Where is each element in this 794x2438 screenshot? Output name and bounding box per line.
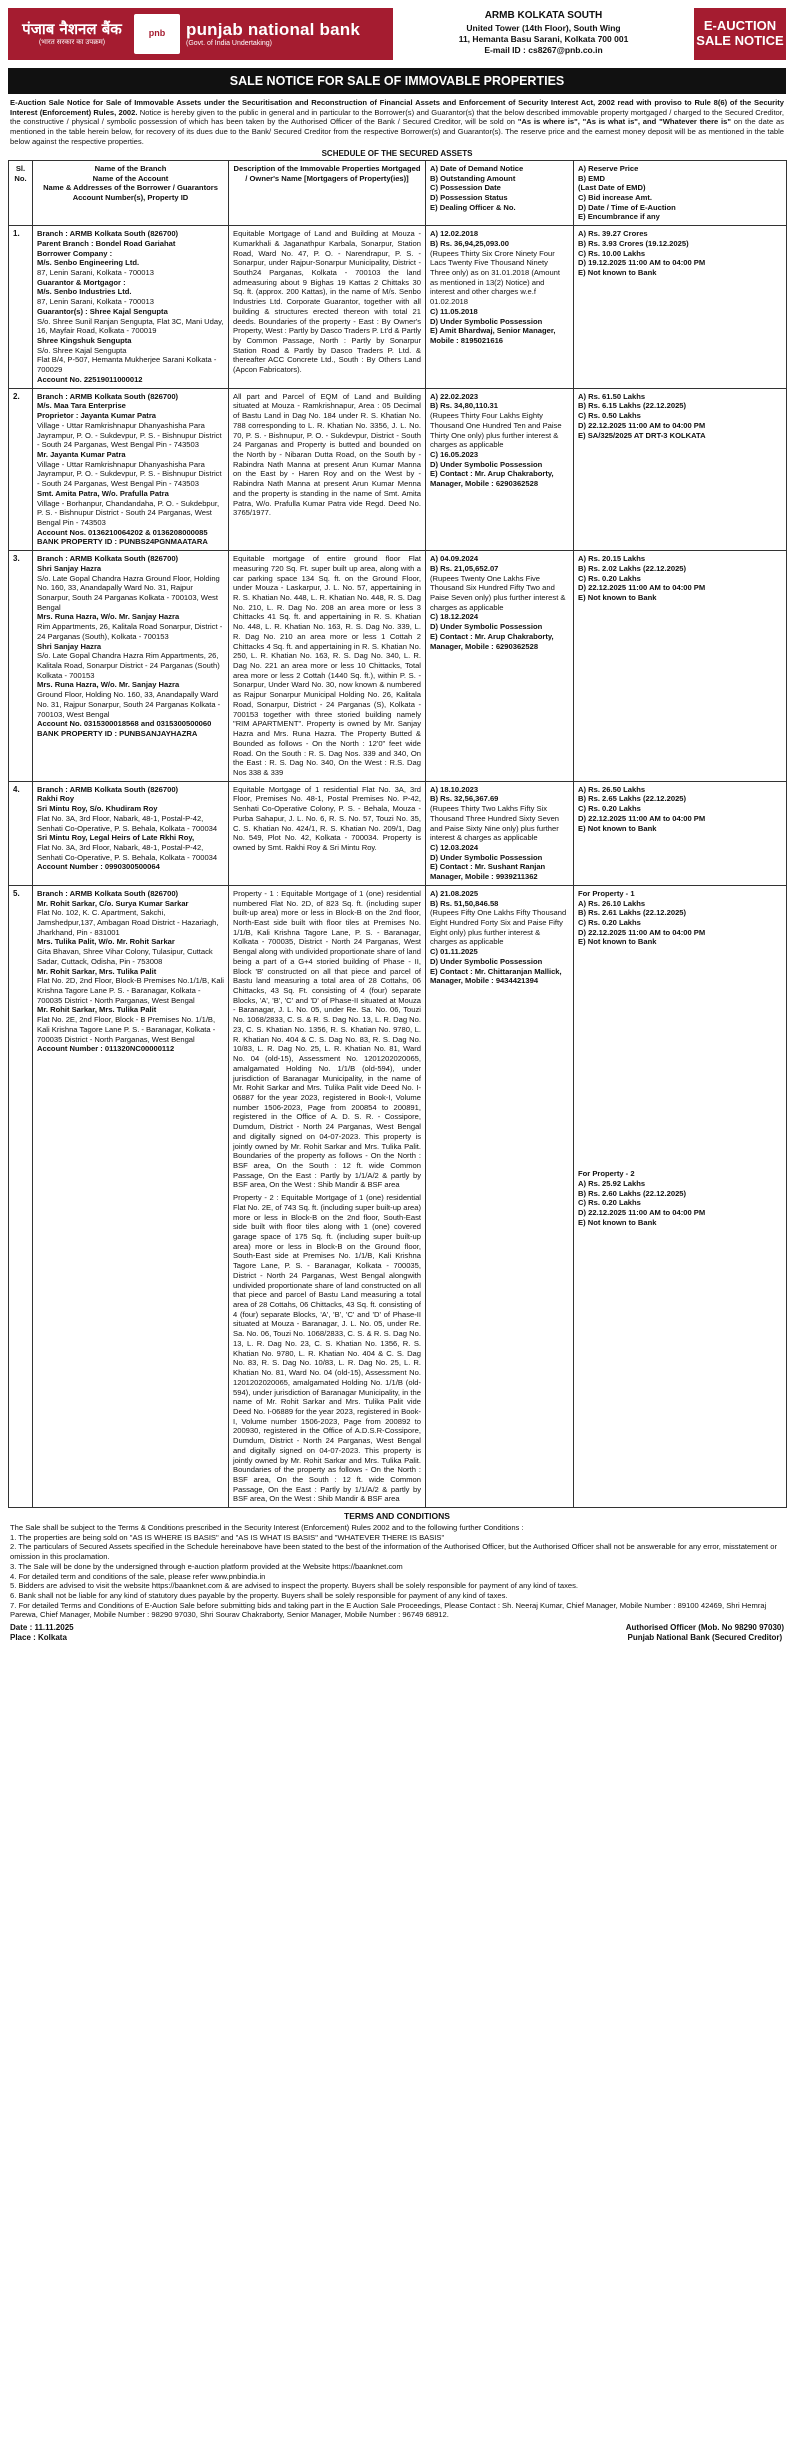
intro-body: Notice is hereby given to the public in general and in particular to the Borrower(s) and Guarantor(s) that the below described immovable property mortgaged / charged to the Secured Creditor, the constructive / physical / symbolic possession of which has been taken by the Authorised Officer of the Bank / Secured Creditor, will be sold on <box>10 107 784 127</box>
cell-line: B) Rs. 51,50,846.58 <box>430 898 499 908</box>
cell-line: D) Under Symbolic Possession <box>430 956 543 966</box>
schedule-title: SCHEDULE OF THE SECURED ASSETS <box>321 148 473 158</box>
cell-line: D) Under Symbolic Possession <box>430 459 543 469</box>
cell-line: (Rupees Thirty Four Lakhs Eighty Thousand One Hundred Ten and Paise Thirty One only) plus further interest & charges as applicable <box>430 411 562 450</box>
brand-english-block <box>186 19 385 50</box>
cell-line: E) Contact : Mr. Chittaranjan Mallick, Manager, Mobile : 9434421394 <box>430 966 562 986</box>
cell-line: Shri Sanjay Hazra <box>37 641 102 651</box>
cell-line: A) 04.09.2024 <box>430 554 479 564</box>
cell-line: Proprietor : Jayanta Kumar Patra <box>37 411 157 421</box>
bank-brand-banner <box>8 8 393 60</box>
header-line: B) Outstanding Amount <box>430 173 516 183</box>
cell-line: D) Under Symbolic Possession <box>430 316 543 326</box>
intro-tail: on the date as mentioned in the table herein below, for recovery of its dues due to the Bank/ Secured Creditor from the respective Borrower(s) and Guarantor(s). The reserve price and the earnest money deposit will be as mentioned in the table below against the respective properties. <box>10 117 784 146</box>
cell-line: Ground Floor, Holding No. 160, 33, Anandapally Ward No. 31, Rajpur Sonarpur, South 24 Parganas Kolkata - 700103, West Bengal <box>37 690 221 719</box>
row-auction-cell <box>574 885 787 1507</box>
cell-line: B) Rs. 21,05,652.07 <box>430 563 499 573</box>
terms-section <box>8 1511 786 1620</box>
cell-line: Borrower Company : <box>37 248 113 258</box>
header-line: A) Date of Demand Notice <box>430 163 524 173</box>
cell-line: C) Rs. 10.00 Lakhs <box>578 248 646 258</box>
brand-hindi-sub: (भारत सरकार का उपक्रम) <box>38 39 106 47</box>
row-sl: 1. <box>9 226 33 389</box>
cell-line: E) Contact : Mr. Sushant Ranjan Manager, Mobile : 9939211362 <box>430 862 546 882</box>
cell-line: (Rupees Thirty Six Crore Ninety Four Lacs Twenty Five Thousand Ninety Three only) as on 31.01.2018 (Amount as mentioned in 13(2) Notice) and interest and other charges w.e.f 01.02.2018 <box>430 248 561 307</box>
footer-right <box>626 1623 784 1643</box>
row-sl: 3. <box>9 551 33 782</box>
cell-line: Mr. Rohit Sarkar, Mrs. Tulika Palit <box>37 966 157 976</box>
row-sl: 2. <box>9 388 33 551</box>
cell-line: Account Number : 011320NC00000112 <box>37 1044 175 1054</box>
branch-address <box>393 8 694 60</box>
cell-line: Sri Mintu Roy, Legal Heirs of Late Rkhi Roy, <box>37 833 195 843</box>
cell-line: Flat No. 2E, 2nd Floor, Block - B Premises No. 1/1/B, Kali Krishna Tagore Lane P. S. - Baranagar, Kolkata - 700035 District - North Parganas, West Bengal <box>37 1015 216 1044</box>
cell-line: D) Under Symbolic Possession <box>430 852 543 862</box>
row-demand-cell <box>426 885 574 1507</box>
notice-title: SALE NOTICE FOR SALE OF IMMOVABLE PROPERTIES <box>8 68 786 94</box>
cell-line: A) Rs. 20.15 Lakhs <box>578 554 646 564</box>
cell-line: C) Rs. 0.50 Lakhs <box>578 411 641 421</box>
table-body <box>9 226 787 1508</box>
cell-line: Rakhi Roy <box>37 794 75 804</box>
footer <box>8 1623 786 1643</box>
cell-line: E) Not known to Bank <box>578 268 657 278</box>
row-auction-cell <box>574 551 787 782</box>
terms-item: 1. The properties are being sold on "AS IS WHERE IS BASIS" and "AS IS WHAT IS BASIS" and "WHATEVER THERE IS BASIS" <box>10 1532 445 1542</box>
property-1-heading: For Property - 1 <box>578 888 635 898</box>
header-line: Account Number(s), Property ID <box>72 192 189 202</box>
row-branch-cell <box>33 388 229 551</box>
cell-line: B) Rs. 32,56,367.69 <box>430 794 499 804</box>
cell-line: Branch : ARMB Kolkata South (826700) <box>37 229 179 239</box>
terms-item: 6. Bank shall not be liable for any kind of statutory dues payable by the property. Buyers shall be solely responsible for payment of any kind of taxes. <box>10 1591 508 1601</box>
cell-line: Guarantor & Mortgagor : <box>37 277 126 287</box>
col-header-auction <box>574 160 787 225</box>
cell-line: 87, Lenin Sarani, Kolkata - 700013 <box>37 297 154 307</box>
cell-line: A) Rs. 61.50 Lakhs <box>578 391 646 401</box>
cell-line: Flat No. 3A, 3rd Floor, Nabark, 48-1, Postal-P-42, Senhati Co-Operative, P. S. Behala, Kolkata - 700034 <box>37 842 218 862</box>
cell-line: E) Amit Bhardwaj, Senior Manager, Mobile : 8195021616 <box>430 326 556 346</box>
address-line-2: 11, Hemanta Basu Sarani, Kolkata 700 001 <box>458 33 629 44</box>
cell-line: A) 12.02.2018 <box>430 229 479 239</box>
cell-line: Smt. Amita Patra, W/o. Prafulla Patra <box>37 488 169 498</box>
cell-line: D) 22.12.2025 11:00 AM to 04:00 PM <box>578 1208 706 1218</box>
cell-line: Shree Kingshuk Sengupta <box>37 336 132 346</box>
cell-line: A) 21.08.2025 <box>430 888 479 898</box>
cell-line: B) Rs. 2.61 Lakhs (22.12.2025) <box>578 908 687 918</box>
row-description-cell: Equitable Mortgage of Land and Building at Mouza - Kumarkhali & Jaganathpur Karbala, Sonarpur, Station Road, Ward No. 47, P. O. - Narendrapur, P. S. - Sonarpur, under Rajpur-Sonarpur Municipality, District - South24 Parganas, Kolkata - 700103 the land admeasuring about 9 Bighas 19 Kattas 2 Chittaks 30 Sq. ft. (approx. 200 Kattas), in the name of M/s. Senbo Industries Ltd. Corporate Guarantor, together with all building & structures erected thereon with total 21 deeds. Boundaries of the property - East : By Owner's Property, West : Partly by Dasco Traders P. Lt'd & Partly by Common Passage, North : Partly by Sonarpur Station Road & Partly by Dasco Traders P. Ltd. & thereafter ACC Concrete Ltd., South : By Others Land (Apcon Fabricators). <box>229 226 426 389</box>
cell-line: Mr. Jayanta Kumar Patra <box>37 449 126 459</box>
cell-line: B) Rs. 2.60 Lakhs (22.12.2025) <box>578 1188 687 1198</box>
row-branch-cell <box>33 226 229 389</box>
cell-line: Branch : ARMB Kolkata South (826700) <box>37 888 179 898</box>
cell-line: S/o. Late Gopal Chandra Hazra Ground Floor, Holding No. 160, 33, Anandapally Ward No. 31, Rajpur Sonarpur, South 24 Parganas Kolkata - 700103, West Bengal <box>37 573 220 612</box>
cell-line: (Rupees Fifty One Lakhs Fifty Thousand Eight Hundred Forty Six and Paise Fifty Eight only) plus further interest & charges as applicable <box>430 908 567 947</box>
cell-line: B) Rs. 2.65 Lakhs (22.12.2025) <box>578 794 687 804</box>
header-line: C) Possession Date <box>430 183 501 193</box>
cell-line: A) Rs. 26.50 Lakhs <box>578 784 646 794</box>
table-row <box>9 226 787 389</box>
row-auction-cell <box>574 388 787 551</box>
cell-line: Account No. 22519011000012 <box>37 374 143 384</box>
header-line: D) Date / Time of E-Auction <box>578 202 676 212</box>
cell-line: Mrs. Runa Hazra, W/o. Mr. Sanjay Hazra <box>37 612 180 622</box>
header-line: C) Bid increase Amt. <box>578 192 652 202</box>
cell-line: C) 01.11.2025 <box>430 947 478 957</box>
terms-item: 3. The Sale will be done by the undersigned through e-auction platform provided at the Website https://baanknet.com <box>10 1561 403 1571</box>
cell-line: Village - Uttar Ramkrishnapur Dhanyashisha Para Jayrampur, P. O. - Sukdevpur, P. S. - Bishnupur District - South 24 Parganas, West Bengal Pin - 743503 <box>37 420 222 450</box>
cell-line: Flat No. 2D, 2nd Floor, Block-B Premises No.1/1/B, Kali Krishna Tagore Lane P. S. - Baranagar, Kolkata - 700035 District - North Parganas, West Bengal <box>37 976 224 1005</box>
header <box>8 8 786 60</box>
eauction-badge-line-2: SALE NOTICE <box>696 33 784 48</box>
header-line: E) Encumbrance if any <box>578 212 660 222</box>
cell-line: (Rupees Thirty Two Lakhs Fifty Six Thousand Three Hundred Sixty Seven and Paise Sixty Nine only) plus further interest & charges as applicable <box>430 804 560 843</box>
header-line: Name of the Account <box>92 173 169 183</box>
cell-line: S/o. Shree Kajal Sengupta <box>37 345 127 355</box>
terms-title: TERMS AND CONDITIONS <box>344 1511 450 1522</box>
row-demand-cell <box>426 781 574 885</box>
brand-hindi-name: पंजाब नैशनल बैंक <box>22 19 122 38</box>
header-line: E) Dealing Officer & No. <box>430 202 516 212</box>
eauction-badge <box>694 8 786 60</box>
row-description-cell <box>229 885 426 1507</box>
cell-line: Mrs. Tulika Palit, W/o. Mr. Rohit Sarkar <box>37 937 175 947</box>
terms-item: 4. For detailed term and conditions of the sale, please refer www.pnbindia.in <box>10 1571 266 1581</box>
cell-line: A) Rs. 26.10 Lakhs <box>578 898 646 908</box>
cell-line: D) Under Symbolic Possession <box>430 622 543 632</box>
cell-line: B) Rs. 2.02 Lakhs (22.12.2025) <box>578 563 687 573</box>
authorised-officer: Authorised Officer (Mob. No 98290 97030) <box>625 1623 784 1633</box>
property-2-description: Property - 2 : Equitable Mortgage of 1 (one) residential Flat No. 2E, of 743 Sq. ft. (including super built-up area) more or less in Block-B on the 2nd floor, South-East side built with floor tiles along with 1 (one) covered garage space of 175 Sq. ft. (including super built-up area) more or less in Block-B on the Ground floor, South-East side at Premises No. 1/1/B, Kali Krishna Tagore Lane, P. S. - Baranagar, Kolkata - 700035, District - North 24 Parganas, West Bengal alongwith undivided proportionate share of land constructed on all that piece and parcel of Bastu Land measuring a total area of 28 Cottahs, 06 Chittacks, 43 Sq. ft. consisting of 4 (four) separate Blocks, 'A', 'B', 'C' and 'D' of Phase-II situated at Mouza - Baranagar, J. L. No. 05, under Re. Sa. No. 06, Touzi No. 1068/2833, C. S. & R. S. Dag No. 13, L. R. Dag No. 23, C. S. Khatian No. 1356, R. S. Khatian No. 9780, L. R. Khatian No. 404 & C. S. Dag No. 83, R. S. Dag No. 10/83, L. R. Dag No. 25, L. R. Khatian No. 81, Ward No. 04 (old-15), Assessment No. 1201202020065, amalgamated Holding No. 1/1/B (old-594), under jurisdiction of Baranagar Municipality, in the name of Mr. Rohit Sarkar and Mrs. Tulika Palit vide Deed No. I-06889 for the year 2023, registered in Book-I, Volume number 1506-2023, Page from 200892 to 200930, registered in the Office of A.D.S.R-Cossipore, Dumdum, District - North 24 Parganas, West Bengal and digitally signed on 04-07-2023. This property is jointly owned by Mr. Rohit Sarkar and Mrs. Tulika Palit. Boundaries of the property as follows - On the North : BSF area, On the South : 12 ft. wide Common Passage, On the East : Partly by 1/1/A/2 & partly by BSF area, On the West : Shib Mandir & BSF area <box>233 1193 421 1504</box>
cell-line: E) SA/325/2025 AT DRT-3 KOLKATA <box>578 430 706 440</box>
table-row <box>9 388 787 551</box>
row-branch-cell <box>33 781 229 885</box>
cell-line: C) Rs. 0.20 Lakhs <box>578 918 641 928</box>
cell-line: Account Nos. 0136210064202 & 0136208000085 <box>37 527 208 537</box>
cell-line: Shri Sanjay Hazra <box>37 563 102 573</box>
cell-line: M/s. Maa Tara Enterprise <box>37 401 126 411</box>
pnb-logo-icon <box>134 14 180 54</box>
cell-line: 87, Lenin Sarani, Kolkata - 700013 <box>37 268 154 278</box>
notice-place: Place : Kolkata <box>10 1633 67 1643</box>
header-line: Name & Addresses of the Borrower / Guarantors <box>43 183 218 193</box>
table-row <box>9 551 787 782</box>
row-description-cell: Equitable mortgage of entire ground floor Flat measuring 720 Sq. Ft. super built up area, along with a car parking space 134 Sq. ft. on the Ground Floor, under Mouza - Laskarpur, J. L. No. 57, appertaining in R. S. Khatian No. 448, L. R. Khatian No. 448, R. S. Dag No. 210, L. R. Dag No. 208 an area more or less 3 Chittacks 41 Sq. ft. and appertaining in R. S. Khatian No. 448, L. R. Khatian No. 163, R. S. Dag No. 339, L. R. Dag No. 210 an area more or less 1 Cottah 2 Chittacks 4 Sq. ft. and appertaining in R. S. Khatian No. 250, L. R. Khatian No. 163, R. S. Dag No. 340, L. R. Dag No. 221 an area more or less 10 Chittacks, Total area more or less 2 Cottah (1440 Sq. ft.), within P. S. - Sonarpur, Under Ward No. 30, now known & numbered as Rajpur Sonarpur Municipal Holding No. 26, Kalitala Road, Sonarpur, District - 24 Parganas (S), Kolkata - 700153 together with three storied building namely "RIM APARTMENT". Property is owned by Mr. Sanjay Hazra and Mrs. Runa Hazra. The Property Butted & Bounded as follows - On the North : 12'0" feet wide Road. On the South : R. S. Dag Nos. 339 and 340, On the East : R. S. Dag No. 340, On the West : R.S. Dag Nos 338 & 339 <box>229 551 426 782</box>
cell-line: Mr. Rohit Sarkar, C/o. Surya Kumar Sarkar <box>37 898 189 908</box>
header-line: A) Reserve Price <box>578 163 639 173</box>
cell-line: BANK PROPERTY ID : PUNBSANJAYHAZRA <box>37 729 198 739</box>
cell-line: Village - Uttar Ramkrishnapur Dhanyashisha Para Jayrampur, P. O. - Sukdevpur, P. S. - Bishnupur District - South 24 Parganas, West Bengal Pin - 743503 <box>37 459 222 489</box>
cell-line: E) Contact : Mr. Arup Chakraborty, Manager, Mobile : 6290362528 <box>430 469 554 489</box>
row-branch-cell <box>33 885 229 1507</box>
cell-line: E) Not known to Bank <box>578 1217 657 1227</box>
header-line: Name of the Branch <box>94 163 167 173</box>
row-auction-cell <box>574 226 787 389</box>
cell-line: Mr. Rohit Sarkar, Mrs. Tulika Palit <box>37 1005 157 1015</box>
col-header-demand <box>426 160 574 225</box>
col-header-sl: Sl. No. <box>9 160 33 225</box>
cell-line: Sri Mintu Roy, S/o. Khudiram Roy <box>37 804 158 814</box>
brand-hindi-block <box>16 20 128 48</box>
cell-line: A) 22.02.2023 <box>430 391 479 401</box>
terms-item: 2. The particulars of Secured Assets specified in the Schedule hereinabove have been stated to the best of the information of the Authorised Officer, but the Authorised Officer shall not be answerable for any error, misstatement or omission in this proclamation. <box>10 1542 777 1562</box>
cell-line: D) 19.12.2025 11:00 AM to 04:00 PM <box>578 258 706 268</box>
row-sl: 5. <box>9 885 33 1507</box>
cell-line: A) 18.10.2023 <box>430 784 479 794</box>
row-description-cell: All part and Parcel of EQM of Land and Building situated at Mouza - Ramkrishnapur, Area : 05 Decimal of Bastu Land in Dag No. 184 under R. S. Khatian No. 788 corresponding to L. R. Khatian No. 3356, J. L. No. 70, P. S. - Bishnupur, P. O. - Sukdevpur, District - South 24 Parganas and Property is butted and bounded on the North by - Nibaran Dutta Road, on the South by - Rabindra Nath Manna at present Arun Kumar Manna on the East by - Haren Roy and on the West by - Rabindra Nath Manna at present Arun Kumar Menna and the property is standing in the name of Smt. Amita Patra, W/o. Prafulla Kumar Patra vide Regd. Deed No. 3765/1977. <box>229 388 426 551</box>
cell-line: D) 22.12.2025 11:00 AM to 04:00 PM <box>578 420 706 430</box>
cell-line: C) 16.05.2023 <box>430 449 479 459</box>
cell-line: BANK PROPERTY ID : PUNBS24PGNMAATARA <box>37 537 208 547</box>
header-line: D) Possession Status <box>430 192 508 202</box>
intro-paragraph <box>8 98 786 147</box>
terms-item: The Sale shall be subject to the Terms & Conditions prescribed in the Security Interest (Enforcement) Rules 2002 and to the following further Conditions : <box>10 1523 524 1533</box>
cell-line: M/s. Senbo Engineering Ltd. <box>37 258 140 268</box>
cell-line: S/o. Late Gopal Chandra Hazra Rim Appartments, 26, Kalitala Road, Sonarpur District - 24 Parganas (South) Kolkata - 700153 <box>37 651 220 680</box>
cell-line: D) 22.12.2025 11:00 AM to 04:00 PM <box>578 583 706 593</box>
cell-line: B) Rs. 36,94,25,093.00 <box>430 238 509 248</box>
terms-list <box>8 1523 786 1620</box>
logo-text: pnb <box>148 28 166 39</box>
footer-left <box>10 1623 74 1643</box>
cell-line: Parent Branch : Bondel Road Gariahat <box>37 238 176 248</box>
row-description-cell: Equitable Mortgage of 1 residential Flat No. 3A, 3rd Floor, Premises No. 48-1, Postal Premises No. P-42, Senhati Co-Operative Colony, P. S. - Behala, Mouza - Purba Sahapur, J. L. No. 6, R. S. No. 57, Touzi No. 35, C. S. Khatian No. 424/1, R. S. Khatian No. 209/1, Dag No. 549, Plot No. 42, Kolkata - 700034. Property is owned by Smt. Rakhi Roy & Sri Mintu Roy. <box>229 781 426 885</box>
terms-item: 7. For detailed Terms and Conditions of E-Auction Sale before submitting bids and taking part in the E Auction Sale Proceedings, Please Contact : Sh. Neeraj Kumar, Chief Manager, Mobile Number : 89100 42469, Shri Hemraj Parewa, Chief Manager, Mobile Number : 98290 97030, Shri Sourav Chakraborty, Senior Manager, Mobile Number : 96749 68912. <box>10 1600 767 1620</box>
row-demand-cell <box>426 226 574 389</box>
cell-line: C) 11.05.2018 <box>430 306 478 316</box>
row-branch-cell <box>33 551 229 782</box>
cell-line: A) Rs. 25.92 Lakhs <box>578 1178 646 1188</box>
cell-line: M/s. Senbo Industries Ltd. <box>37 287 132 297</box>
row-auction-cell <box>574 781 787 885</box>
header-line: (Last Date of EMD) <box>578 183 646 193</box>
cell-line: Village - Borhanpur, Chandandaha, P. O. - Sukdebpur, P. S. - Bishnupur District - South 24 Parganas, West Bengal Pin - 743503 <box>37 498 220 527</box>
cell-line: Rim Appartments, 26, Kalitala Road Sonarpur, District - 24 Parganas (South), Kolkata - 700153 <box>37 622 223 641</box>
col-header-branch <box>33 160 229 225</box>
cell-line: B) Rs. 6.15 Lakhs (22.12.2025) <box>578 401 687 411</box>
table-header-row <box>9 160 787 225</box>
cell-line: Flat No. 3A, 3rd Floor, Nabark, 48-1, Postal-P-42, Senhati Co-Operative, P. S. Behala, Kolkata - 700034 <box>37 813 218 833</box>
cell-line: E) Not known to Bank <box>578 823 657 833</box>
cell-line: Guarantor(s) : Shree Kajal Sengupta <box>37 306 168 316</box>
property-1-description: Property - 1 : Equitable Mortgage of 1 (one) residential numbered Flat No. 2D, of 823 Sq. ft. (including super built-up area) more or less in Block-B on the 2nd floor, North-East side built with floor tiles at Premises No. 1/1/B, Kali Krishna Tagore Lane, P. S. - Baranagar, Kolkata - 700035, District - North 24 Parganas, West Bengal along with undivided proportionate share of land being a part of a G+4 storied building of Phase - II, Block 'B' constructed on all that piece and parcel of Bastu land measuring a total area of 28 Cottahs, 06 Chittacks, 43 Sq. Ft. consisting of 4 (four) separate Blocks, 'A', 'B', 'C' and 'D' of Phase-II situated at Mouza - Baranagar, J. L. No. 05, under Re. Sa. No. 06, Touzi No. 1068/2833, C. S. & R. S. Dag No. 13, L. R. Dag No. 23, C. S. Khatian No. 1356, R. S. Khatian No. 9780, L. R. Khatian No. 404 & C. S. Dag No. 83, R. S. Dag No. 10/83, L. R. Dag No. 25, L. R. Khatian No. 81, Ward No. 04 (old-15), Assessment No. 1201202020065, amalgamated Holding No. 1/1/B (old-594), under jurisdiction of Baranagar Municipality, in the name of Mr. Rohit Sarkar and Mrs. Tulika Palit vide Deed No. I-06887 for the year 2023, registered in Book-I, Volume number 1506-2023, Page from 200854 to 200891, registered in the Office of A. D. S. R. - Cossipore, Dumdum, District - North 24 Parganas, West Bengal and digitally signed on 04-07-2023. This property is jointly owned by Mr. Rohit Sarkar and Mrs. Tulika Palit. Boundaries of the property as follows - On the North : BSF area, On the South : 12 ft. wide Common Passage, On the East : Partly by 1/1/A/2 & partly by BSF area, On the West : Shib Mandir & BSF area <box>233 888 421 1190</box>
cell-line: (Rupees Twenty One Lakhs Five Thousand Six Hundred Fifty Two and Paise Seven only) plus further interest & charges as applicable <box>430 573 566 612</box>
cell-line: Branch : ARMB Kolkata South (826700) <box>37 554 179 564</box>
cell-line: E) Contact : Mr. Arup Chakraborty, Manager, Mobile : 6290362528 <box>430 631 554 651</box>
cell-line: Account Number : 0990300500064 <box>37 862 160 872</box>
secured-assets-table <box>8 160 787 1508</box>
intro-basis: "As is where is", "As is what is", and "Whatever there is" <box>517 117 731 127</box>
notice-date: Date : 11.11.2025 <box>10 1623 74 1633</box>
address-line-1: United Tower (14th Floor), South Wing <box>466 22 621 33</box>
cell-line: S/o. Shree Sunil Ranjan Sengupta, Flat 3C, Mani Uday, 16, Mayfair Road, Kolkata - 700019 <box>37 316 224 336</box>
cell-line: D) 22.12.2025 11:00 AM to 04:00 PM <box>578 927 706 937</box>
property-2-heading: For Property - 2 <box>578 1169 635 1179</box>
header-line: B) EMD <box>578 173 605 183</box>
branch-name: ARMB KOLKATA SOUTH <box>484 10 603 21</box>
cell-line: Gita Bhavan, Shree Vihar Colony, Tulasipur, Cuttack Sadar, Cuttack, Odisha, Pin - 753008 <box>37 947 213 966</box>
cell-line: Flat B/4, P-507, Hemanta Mukherjee Sarani Kolkata - 700029 <box>37 355 217 375</box>
cell-line: E) Not known to Bank <box>578 937 657 947</box>
cell-line: Account No. 0315300018568 and 0315300500060 <box>37 719 212 729</box>
brand-english-sub: (Govt. of India Undertaking) <box>186 40 272 48</box>
cell-line: C) 12.03.2024 <box>430 842 479 852</box>
table-row <box>9 781 787 885</box>
cell-line: Branch : ARMB Kolkata South (826700) <box>37 784 179 794</box>
row-demand-cell <box>426 388 574 551</box>
intro-act: E-Auction Sale Notice for Sale of Immovable Assets under the Securitisation and Reconstruction of Financial Assets and Enforcement of Security Interest Act, 2002 read with proviso to Rule 8(6) of the Security Interest (Enforcement) Rules, 2002. <box>10 98 784 117</box>
cell-line: Flat No. 102, K. C. Apartment, Sakchi, Jamshedpur,137, Ambagan Road District - Hazariagh, Jharkhand, Pin - 831001 <box>37 908 219 937</box>
cell-line: B) Rs. 34,80,110.31 <box>430 401 498 411</box>
bank-secured-creditor: Punjab National Bank (Secured Creditor) <box>627 1633 783 1643</box>
cell-line: C) 18.12.2024 <box>430 612 479 622</box>
col-header-description: Description of the Immovable Properties Mortgaged / Owner's Name [Mortgagers of Property(ies)] <box>229 160 426 225</box>
cell-line: B) Rs. 3.93 Crores (19.12.2025) <box>578 238 689 248</box>
terms-item: 5. Bidders are advised to visit the website https://baanknet.com & are advised to inspect the property. Buyers shall be solely responsible for payment of any kind of taxes. <box>10 1581 579 1591</box>
cell-line: C) Rs. 0.20 Lakhs <box>578 573 641 583</box>
cell-line: C) Rs. 0.20 Lakhs <box>578 804 641 814</box>
email-line: E-mail ID : cs8267@pnb.co.in <box>484 44 603 55</box>
brand-english-name: punjab national bank <box>186 19 361 39</box>
eauction-badge-line-1: E-AUCTION <box>703 18 777 34</box>
row-demand-cell <box>426 551 574 782</box>
row-sl: 4. <box>9 781 33 885</box>
cell-line: Mrs. Runa Hazra, W/o. Mr. Sanjay Hazra <box>37 680 180 690</box>
cell-line: Branch : ARMB Kolkata South (826700) <box>37 391 179 401</box>
cell-line: D) 22.12.2025 11:00 AM to 04:00 PM <box>578 813 706 823</box>
cell-line: E) Not known to Bank <box>578 593 657 603</box>
cell-line: C) Rs. 0.20 Lakhs <box>578 1198 641 1208</box>
table-row <box>9 885 787 1507</box>
cell-line: A) Rs. 39.27 Crores <box>578 229 648 239</box>
